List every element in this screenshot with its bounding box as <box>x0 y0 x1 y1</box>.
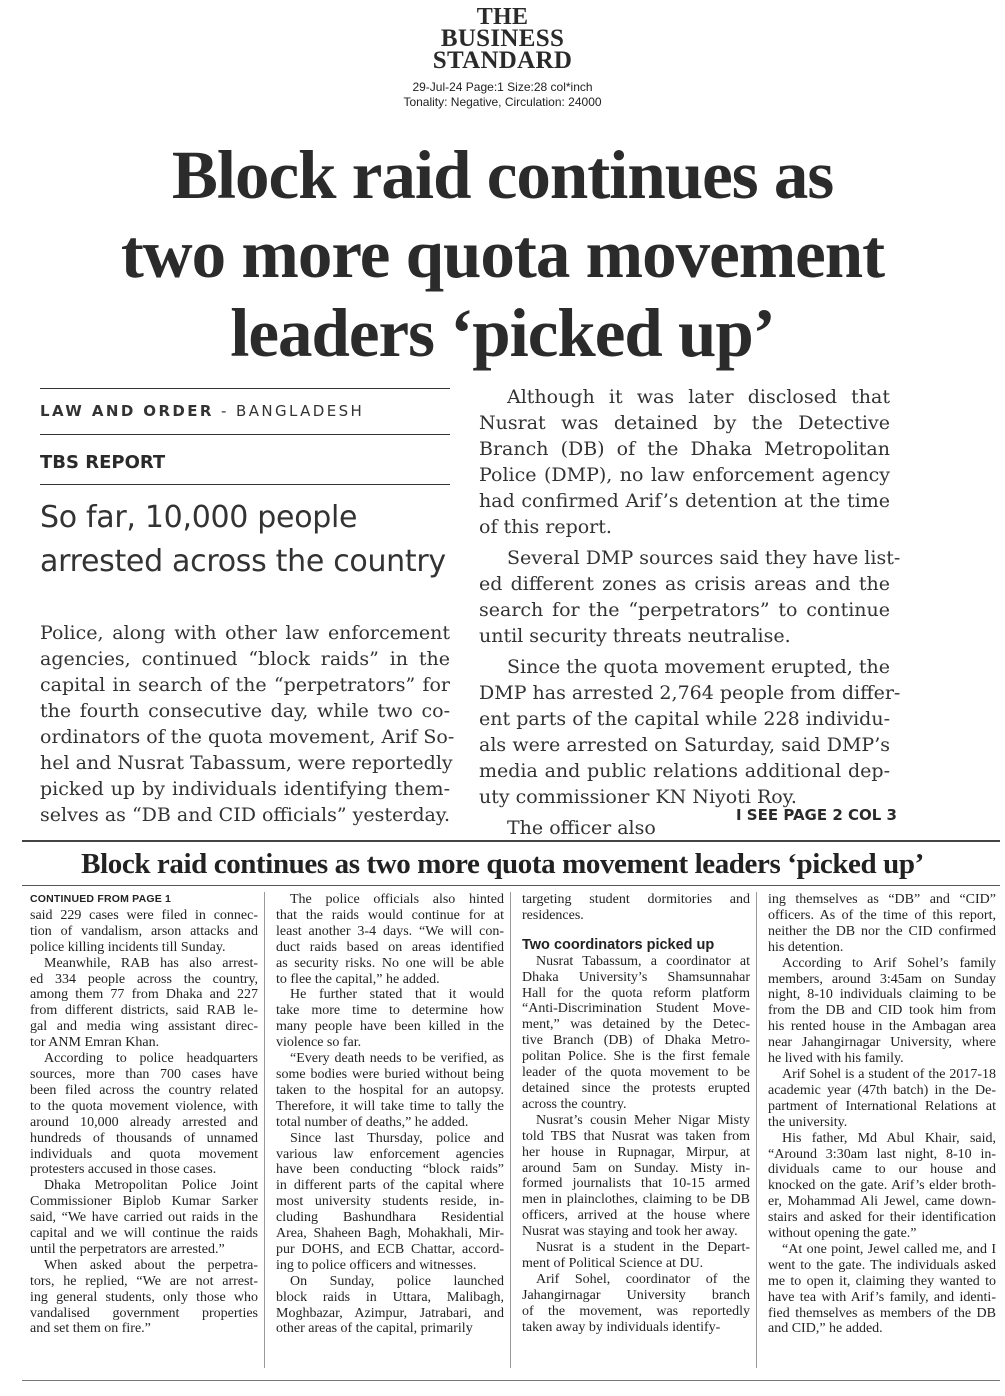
text-line: “Every death needs to be verified, as <box>290 1051 504 1067</box>
text-line: politan Police. She is the first female <box>522 1049 750 1065</box>
text-line: He further stated that it would <box>290 987 504 1003</box>
text-line: ing general students, only those who <box>30 1289 258 1305</box>
text-line: have tea with Arif’s family, and identi- <box>768 1289 996 1305</box>
lead-line: selves as “DB and CID officials” yesterday. <box>40 804 451 826</box>
text-line: formed journalists that 10-15 armed <box>522 1176 750 1192</box>
text-line: Several DMP sources said they have list- <box>507 547 901 569</box>
text-line: until the perpetrators are arrested.” <box>30 1241 225 1257</box>
column-divider <box>756 892 757 1368</box>
text-line: knocked on the gate. Arif’s elder broth- <box>768 1178 996 1194</box>
text-line: capital and we will continue the raids <box>30 1226 258 1242</box>
text-line: sources, more than 700 cases have <box>30 1066 258 1082</box>
paragraph <box>479 654 901 810</box>
text-line: partment of International Relations at <box>768 1098 996 1114</box>
paragraph <box>479 384 890 540</box>
text-line: as security risks. No one will be able <box>276 955 504 971</box>
text-line: police killing incidents till Sunday. <box>30 939 226 955</box>
text-line: ment,” was detained by the Detec- <box>522 1017 750 1033</box>
text-line: in different parts of the capital where <box>276 1178 504 1194</box>
text-line: leader of the quota movement to be <box>522 1065 750 1081</box>
text-line: Nusrat was detained by the Detective <box>479 412 890 434</box>
text-line: and CID,” he added. <box>768 1321 883 1337</box>
text-line: duct raids based on areas identified <box>276 939 504 955</box>
subhead-line: arrested across the country <box>40 544 446 579</box>
lead-line: agencies, continued “block raids” in the <box>40 648 450 670</box>
headline-line: leaders ‘picked up’ <box>230 295 775 371</box>
text-line: and set them on fire.” <box>30 1321 151 1337</box>
lead-line: ordinators of the quota movement, Arif So- <box>40 726 455 748</box>
text-line: Since last Thursday, police and <box>290 1130 504 1146</box>
text-line: tive Branch (DB) of Dhaka Metro- <box>522 1033 750 1049</box>
text-line: Although it was later disclosed that <box>507 386 890 408</box>
text-line: “Around 3:30am last night, 8-10 in- <box>768 1146 996 1162</box>
text-line: residences. <box>522 907 584 923</box>
lead-line: Police, along with other law enforcement <box>40 622 450 644</box>
text-line: pur DOHS, and ECB Chattar, accord- <box>276 1241 504 1257</box>
page-bottom-rule <box>22 1380 1000 1381</box>
text-line: ed 334 people across the country, <box>30 971 258 987</box>
text-line: have been conducting “block raids” <box>276 1162 504 1178</box>
text-line: take more time to determine how <box>276 1003 504 1019</box>
text-line: media and public relations additional dep- <box>479 760 890 782</box>
main-headline <box>20 136 985 373</box>
jump-column-4 <box>768 892 996 1337</box>
text-line: According to Arif Sohel’s family <box>782 955 996 971</box>
column-divider <box>264 892 265 1368</box>
text-line: from the DB and CID took him from <box>768 1003 996 1019</box>
text-line: Police (DMP), no law enforcement agency <box>479 464 890 486</box>
section-region: BANGLADESH <box>236 402 365 420</box>
text-line: gal and media wing assistant direc- <box>30 1019 258 1035</box>
text-line: The officer also <box>507 817 656 839</box>
column-divider <box>510 892 511 1368</box>
text-line: near Jahangirnagar University, where <box>768 1035 996 1051</box>
text-line: hundreds of thousands of unnamed <box>30 1130 258 1146</box>
text-line: of the movement, was reportedly <box>522 1303 750 1319</box>
text-line: Hall for the quota reform platform <box>522 985 750 1001</box>
lead-line: the fourth consecutive day, while two co- <box>40 700 450 722</box>
text-line: until security threats neutralise. <box>479 625 791 647</box>
text-line: targeting student dormitories and <box>522 892 750 907</box>
text-line: DMP has arrested 2,764 people from differ- <box>479 682 901 704</box>
text-line: “At one point, Jewel called me, and I <box>782 1241 996 1257</box>
jump-column-2 <box>276 892 504 1337</box>
text-line: “Anti-Discrimination Student Move- <box>522 1001 750 1017</box>
text-line: academic year (47th batch) in the De- <box>768 1082 996 1098</box>
text-line: Nusrat was staying and took her away. <box>522 1224 738 1240</box>
text-line: uty commissioner KN Niyoti Roy. <box>479 786 797 808</box>
text-line: dividuals came to our house and <box>768 1162 996 1178</box>
text-line: officers, arrived at the house where <box>522 1208 750 1224</box>
text-line: other areas of the capital, primarily <box>276 1321 473 1337</box>
text-line: without opening the gate.” <box>768 1226 917 1242</box>
text-line: The police officials also hinted <box>290 892 504 907</box>
lead-line: hel and Nusrat Tabassum, were reportedly <box>40 752 453 774</box>
text-line: fied themselves as members of the DB <box>768 1305 996 1321</box>
text-line: taken away by individuals identify- <box>522 1319 721 1335</box>
section-rule-top <box>40 388 450 389</box>
headline-line: two more quota movement <box>120 216 885 292</box>
text-line: When asked about the perpetra- <box>44 1257 258 1273</box>
text-line: Meanwhile, RAB has also arrest- <box>44 955 258 971</box>
text-line: went to the gate. The individuals asked <box>768 1257 996 1273</box>
column-body <box>30 908 258 1337</box>
text-line: On Sunday, police launched <box>290 1273 504 1289</box>
text-line: cluding Bashundhara Residential <box>276 1210 504 1226</box>
text-line: ment of Political Science at DU. <box>522 1255 704 1271</box>
section-rule-bottom <box>40 484 450 485</box>
text-line: Nusrat Tabassum, a coordinator at <box>536 953 750 969</box>
byline: TBS REPORT <box>40 452 166 473</box>
text-line: als were arrested on Saturday, said DMP’s <box>479 734 890 756</box>
text-line: his rented house in the Ambagan area <box>768 1019 996 1035</box>
text-line: among them 77 from Dhaka and 227 <box>30 987 258 1003</box>
text-line: from different districts, said RAB le- <box>30 1003 258 1019</box>
text-line: said, “We have carried out raids in the <box>30 1210 258 1226</box>
section-rule-middle <box>40 434 450 435</box>
lead-line: picked up by individuals identifying them- <box>40 778 450 800</box>
crosshead: Two coordinators picked up <box>522 937 715 953</box>
text-line: stairs and asked for their identification <box>768 1210 996 1226</box>
text-line: Nusrat’s cousin Meher Nigar Misty <box>536 1112 750 1128</box>
text-line: ent parts of the capital while 228 individu- <box>479 708 890 730</box>
text-line: Branch (DB) of the Dhaka Metropolitan <box>479 438 890 460</box>
text-line: to flee the capital,” he added. <box>276 971 440 987</box>
text-line: Dhaka Metropolitan Police Joint <box>44 1178 258 1194</box>
text-line: men in plainclothes, claiming to be DB <box>522 1192 750 1208</box>
paragraph <box>479 545 901 649</box>
text-line: violence so far. <box>276 1035 362 1051</box>
headline-line: Block raid continues as <box>171 137 834 213</box>
text-line: Dhaka University’s Shamsunnahar <box>522 969 750 985</box>
clip-meta-tonality: Tonality: Negative, Circulation: 24000 <box>403 95 602 109</box>
text-line: had confirmed Arif’s detention at the time <box>479 490 890 512</box>
section-separator: - <box>213 402 237 420</box>
text-line: Therefore, it will take time to tally the <box>276 1098 504 1114</box>
text-line: most university students reside, in- <box>276 1194 504 1210</box>
subheadline <box>40 496 460 584</box>
text-line: least another 3-4 days. “We will con- <box>276 923 504 939</box>
text-line: tion of vandalism, arson attacks and <box>30 923 258 939</box>
continued-label: CONTINUED FROM PAGE 1 <box>30 893 172 905</box>
masthead-line-3: STANDARD <box>432 47 573 74</box>
lead-paragraph <box>40 620 455 828</box>
text-line: block raids in Uttara, Malibagh, <box>276 1289 504 1305</box>
clip-meta-date: 29-Jul-24 Page:1 Size:28 col*inch <box>412 80 593 94</box>
text-line: search for the “perpetrators” to continue <box>479 599 890 621</box>
text-line: Moghbazar, Azimpur, Jatrabari, and <box>276 1305 504 1321</box>
jump-headline: Block raid continues as two more quota movement leaders ‘picked up’ <box>81 848 924 880</box>
text-line: protesters accused in those cases. <box>30 1162 217 1178</box>
text-line: Area, Shaheen Bagh, Mohakhali, Mir- <box>276 1226 504 1242</box>
text-line: Nusrat is a student in the Depart- <box>536 1240 750 1256</box>
section-label <box>40 402 364 420</box>
column-body <box>768 892 996 1337</box>
text-line: individuals and quota movement <box>30 1146 258 1162</box>
text-line: vandalised government properties <box>30 1305 258 1321</box>
see-page-jump-link[interactable]: I SEE PAGE 2 COL 3 <box>736 806 897 824</box>
text-line: Arif Sohel, coordinator of the <box>536 1271 750 1287</box>
front-page-right-column <box>479 384 901 846</box>
text-line: some bodies were buried without being <box>276 1066 504 1082</box>
text-line: er, Mohammad Ali Jewel, came down- <box>768 1194 996 1210</box>
text-line: detained since the protests erupted <box>522 1080 750 1096</box>
text-line: her house in Rupnagar, Mirpur, at <box>522 1144 750 1160</box>
text-line: of this report. <box>479 516 612 538</box>
column-body <box>522 954 750 1336</box>
column-body <box>276 892 504 1337</box>
text-line: Jahangirnagar University branch <box>522 1287 750 1303</box>
text-line: the university. <box>768 1114 848 1130</box>
text-line: According to police headquarters <box>44 1051 258 1067</box>
jump-rule-top <box>22 840 1000 842</box>
masthead-logo <box>0 6 1005 72</box>
text-line: many people have been killed in the <box>276 1019 504 1035</box>
text-line: around 5am on Sunday. Misty in- <box>522 1160 750 1176</box>
text-line: said 229 cases were filed in connec- <box>30 907 258 923</box>
text-line: total number of deaths,” he added. <box>276 1114 469 1130</box>
text-line: night, 8-10 individuals claiming to be <box>768 987 996 1003</box>
text-line: various law enforcement agencies <box>276 1146 504 1162</box>
text-line: Since the quota movement erupted, the <box>507 656 890 678</box>
masthead-line-2: BUSINESS <box>440 25 565 52</box>
column-body <box>522 892 750 924</box>
text-line: ing to police officers and witnesses. <box>276 1257 477 1273</box>
jump-rule-bottom <box>22 885 1000 886</box>
text-line: neither the DB nor the CID confirmed <box>768 923 996 939</box>
text-line: been filed across the country related <box>30 1082 258 1098</box>
text-line: he lived with his family. <box>768 1051 904 1067</box>
text-line: that the raids would continue for at <box>276 907 504 923</box>
subhead-line: So far, 10,000 people <box>40 500 358 535</box>
text-line: His father, Md Abul Khair, said, <box>782 1130 996 1146</box>
text-line: Arif Sohel is a student of the 2017-18 <box>782 1066 996 1082</box>
text-line: tor ANM Emran Khan. <box>30 1035 160 1051</box>
section-category: LAW AND ORDER <box>40 402 214 420</box>
text-line: me to open it, claiming they wanted to <box>768 1273 996 1289</box>
text-line: ed different zones as crisis areas and the <box>479 573 890 595</box>
text-line: tors, he replied, “We are not arrest- <box>30 1273 258 1289</box>
text-line: Commissioner Biplob Kumar Sarker <box>30 1194 258 1210</box>
text-line: taken to the hospital for an autopsy. <box>276 1082 504 1098</box>
jump-column-3 <box>522 892 750 1335</box>
masthead-line-1: THE <box>476 4 529 30</box>
text-line: told TBS that Nusrat was taken from <box>522 1128 750 1144</box>
lead-line: capital in search of the “perpetrators” for <box>40 674 450 696</box>
jump-column-1 <box>30 892 258 1337</box>
text-line: around 10,000 already arrested and <box>30 1114 258 1130</box>
text-line: to the quota movement violence, with <box>30 1098 258 1114</box>
text-line: ing themselves as “DB” and “CID” <box>768 892 996 907</box>
text-line: officers. As of the time of this report, <box>768 907 996 923</box>
text-line: his detention. <box>768 939 844 955</box>
text-line: members, around 3:45am on Sunday <box>768 971 996 987</box>
text-line: across the country. <box>522 1096 627 1112</box>
